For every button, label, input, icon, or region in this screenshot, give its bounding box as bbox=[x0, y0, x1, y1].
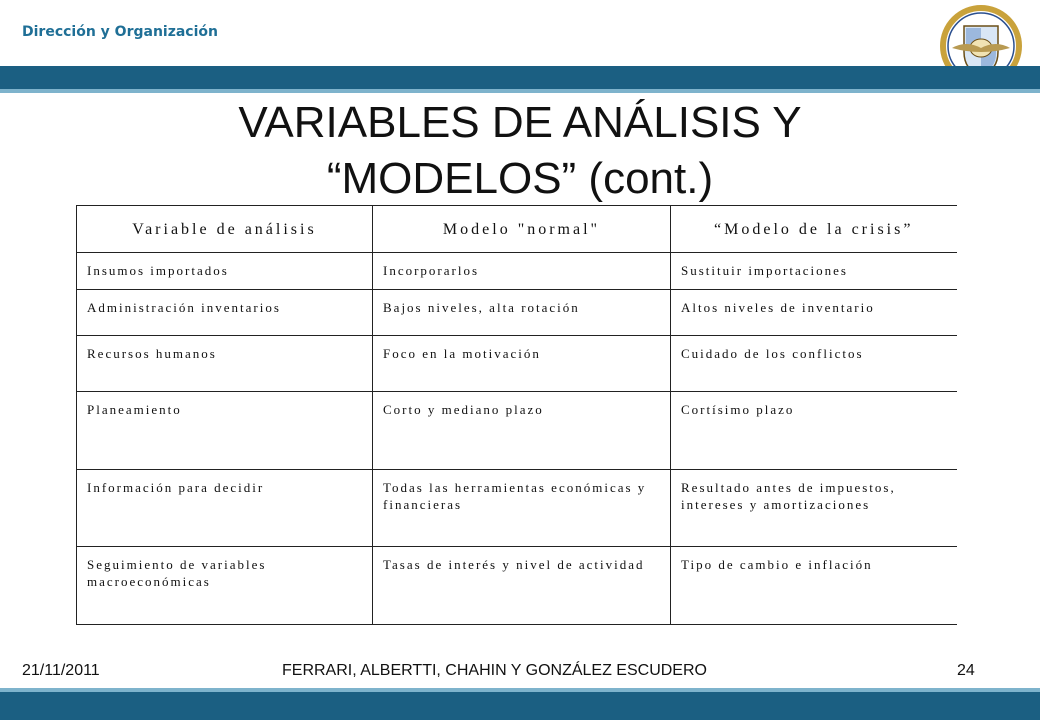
footer-stripe bbox=[0, 688, 1040, 692]
footer-date: 21/11/2011 bbox=[22, 662, 100, 679]
cell-normal: Tasas de interés y nivel de actividad bbox=[373, 547, 671, 625]
cell-variable: Planeamiento bbox=[77, 392, 373, 470]
cell-normal: Foco en la motivación bbox=[373, 336, 671, 392]
header-band bbox=[0, 66, 1040, 93]
cell-normal: Corto y mediano plazo bbox=[373, 392, 671, 470]
cell-crisis: Altos niveles de inventario bbox=[671, 290, 957, 336]
cell-crisis: Cortísimo plazo bbox=[671, 392, 957, 470]
cell-crisis: Sustituir importaciones bbox=[671, 253, 957, 290]
table-header-row bbox=[77, 206, 957, 253]
cell-normal: Bajos niveles, alta rotación bbox=[373, 290, 671, 336]
table-row bbox=[77, 470, 957, 547]
table-row bbox=[77, 336, 957, 392]
cell-variable: Seguimiento de variables macroeconómicas bbox=[77, 547, 373, 625]
table-row bbox=[77, 547, 957, 625]
cell-variable: Insumos importados bbox=[77, 253, 373, 290]
cell-crisis: Cuidado de los conflictos bbox=[671, 336, 957, 392]
table-row bbox=[77, 392, 957, 470]
slide-title-line-2: “MODELOS” (cont.) bbox=[326, 154, 714, 203]
header-variable: Variable de análisis bbox=[77, 206, 373, 253]
table-row bbox=[77, 290, 957, 336]
slide-title bbox=[0, 95, 1040, 207]
cell-crisis: Tipo de cambio e inflación bbox=[671, 547, 957, 625]
header-normal-model: Modelo "normal" bbox=[373, 206, 671, 253]
header-stripe bbox=[0, 89, 1040, 93]
cell-crisis: Resultado antes de impuestos, intereses y amortizaciones bbox=[671, 470, 957, 547]
slide-title-line-1: VARIABLES DE ANÁLISIS Y bbox=[238, 98, 802, 147]
cell-variable: Información para decidir bbox=[77, 470, 373, 547]
cell-variable: Administración inventarios bbox=[77, 290, 373, 336]
comparison-table bbox=[76, 205, 957, 625]
footer-authors: FERRARI, ALBERTTI, CHAHIN Y GONZÁLEZ ESCUDERO bbox=[282, 662, 707, 679]
table-row bbox=[77, 253, 957, 290]
cell-normal: Incorporarlos bbox=[373, 253, 671, 290]
footer-band bbox=[0, 688, 1040, 720]
footer-page-number: 24 bbox=[957, 662, 975, 679]
org-label: Dirección y Organización bbox=[22, 24, 218, 40]
cell-variable: Recursos humanos bbox=[77, 336, 373, 392]
cell-normal: Todas las herramientas económicas y financieras bbox=[373, 470, 671, 547]
header-crisis-model: “Modelo de la crisis” bbox=[671, 206, 957, 253]
